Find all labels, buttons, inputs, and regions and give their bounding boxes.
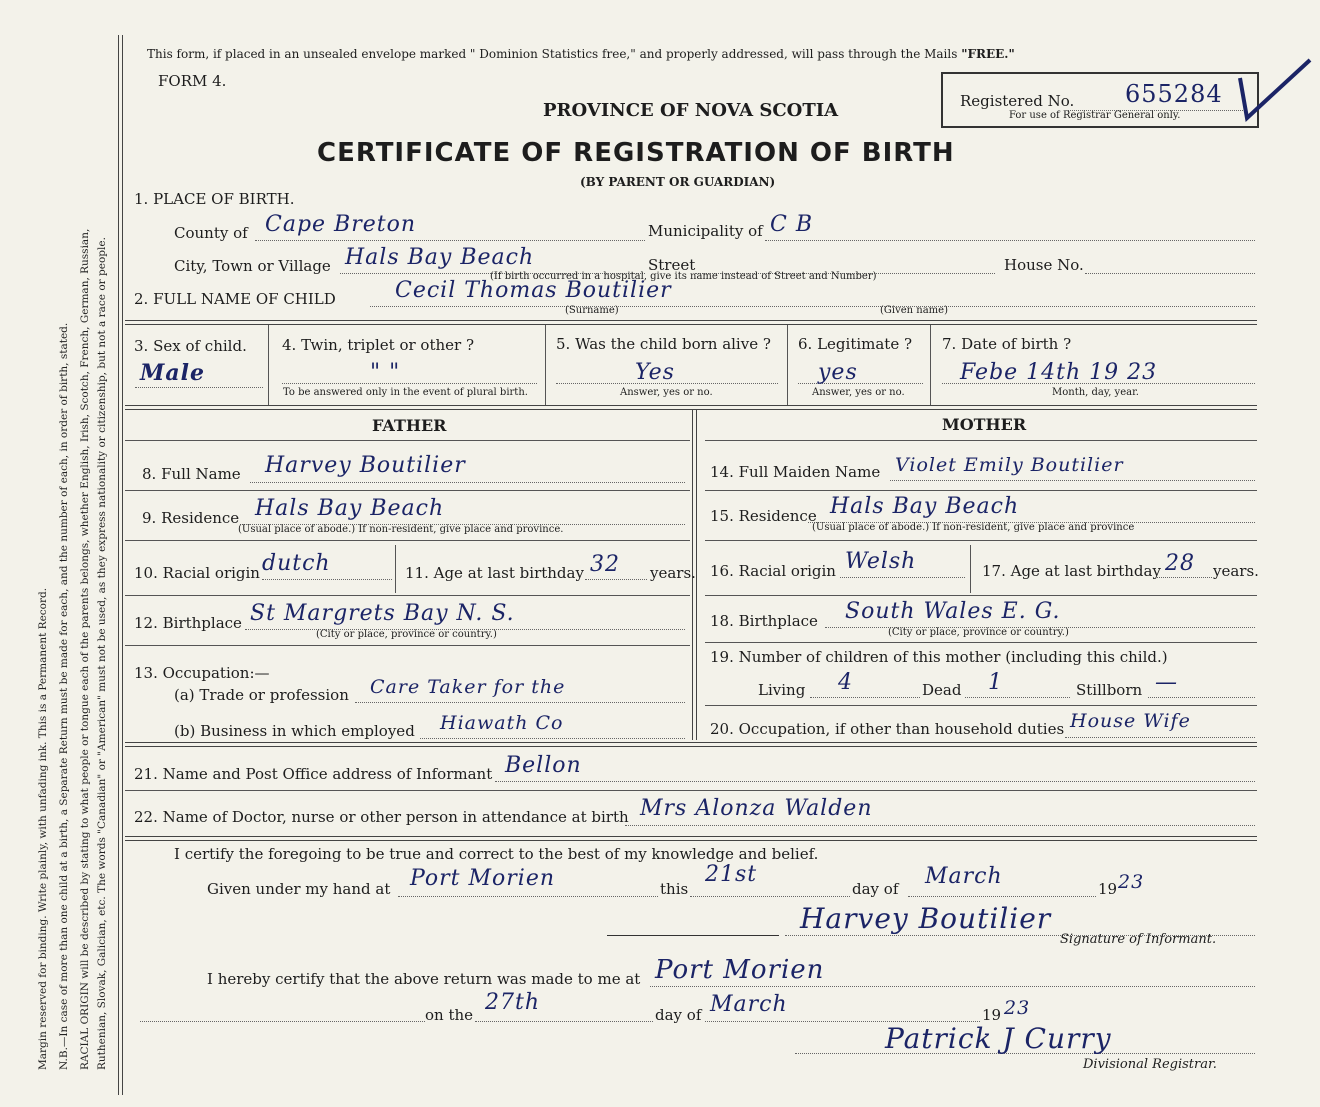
living-value: 4 bbox=[838, 670, 853, 695]
stillborn-value: — bbox=[1155, 670, 1178, 695]
legitimate-note: Answer, yes or no. bbox=[812, 387, 905, 398]
mother-abode-note: (Usual place of abode.) If non-resident, give place and province bbox=[812, 522, 1135, 533]
registered-label: Registered No. bbox=[960, 92, 1075, 110]
alive-value: Yes bbox=[635, 360, 675, 385]
father-years: years. bbox=[650, 564, 696, 582]
mail-free: "FREE." bbox=[961, 47, 1015, 61]
given-label: Given under my hand at bbox=[207, 880, 391, 898]
registrar-place: Port Morien bbox=[655, 955, 825, 985]
registrar-day: 27th bbox=[485, 990, 541, 1015]
twin-note: To be answered only in the event of plural birth. bbox=[283, 387, 528, 398]
informant-value: Bellon bbox=[505, 753, 582, 778]
registrar-use-note: For use of Registrar General only. bbox=[1009, 110, 1181, 121]
given-day: 21st bbox=[705, 862, 758, 887]
father-name-value: Harvey Boutilier bbox=[265, 453, 466, 478]
registered-box bbox=[941, 72, 1259, 128]
father-racial-label: 10. Racial origin bbox=[134, 564, 260, 582]
mother-heading: MOTHER bbox=[942, 415, 1027, 434]
county-value: Cape Breton bbox=[265, 212, 417, 237]
mother-birthplace-note: (City or place, province or country.) bbox=[888, 627, 1069, 638]
margin-racial-note-1: RACIAL ORIGIN will be described by stating to what people or tongue each of the parents belongs, whether English, Irish, Scotch, French, German, Russian, bbox=[79, 228, 91, 1070]
mail-notice: This form, if placed in an unsealed envelope marked " Dominion Statistics free," and properly addressed, will pass through the Mails "FREE." bbox=[147, 47, 1015, 61]
registrar-year-prefix: 19 bbox=[982, 1006, 1002, 1024]
twin-value: " " bbox=[370, 360, 401, 385]
given-month: March bbox=[925, 864, 1003, 889]
registrar-month: March bbox=[710, 992, 788, 1017]
mother-residence-label: 15. Residence bbox=[710, 507, 817, 525]
mother-age-value: 28 bbox=[1165, 551, 1195, 576]
father-trade-value: Care Taker for the bbox=[370, 676, 566, 698]
checkmark-icon bbox=[1235, 58, 1315, 128]
mother-racial-value: Welsh bbox=[845, 549, 917, 574]
registrar-statement: I hereby certify that the above return was made to me at bbox=[207, 970, 641, 988]
mother-occupation-value: House Wife bbox=[1070, 710, 1191, 732]
registrar-signature-caption: Divisional Registrar. bbox=[1083, 1057, 1217, 1072]
dob-label: 7. Date of birth ? bbox=[942, 335, 1072, 353]
alive-note: Answer, yes or no. bbox=[620, 387, 713, 398]
father-residence-value: Hals Bay Beach bbox=[255, 496, 445, 521]
stillborn-label: Stillborn bbox=[1076, 681, 1143, 699]
father-occupation-heading: 13. Occupation:— bbox=[134, 664, 270, 682]
mother-birthplace-label: 18. Birthplace bbox=[710, 612, 818, 630]
mother-age-label: 17. Age at last birthday bbox=[982, 562, 1161, 580]
informant-signature-caption: Signature of Informant. bbox=[1060, 932, 1217, 947]
father-racial-value: dutch bbox=[262, 551, 331, 576]
living-label: Living bbox=[758, 681, 806, 699]
mother-residence-value: Hals Bay Beach bbox=[830, 494, 1020, 519]
registrar-signature: Patrick J Curry bbox=[885, 1022, 1112, 1055]
municipality-label: Municipality of bbox=[648, 222, 763, 240]
legitimate-value: yes bbox=[818, 360, 858, 385]
doctor-value: Mrs Alonza Walden bbox=[640, 796, 873, 821]
father-age-label: 11. Age at last birthday bbox=[405, 564, 584, 582]
alive-label: 5. Was the child born alive ? bbox=[556, 335, 771, 353]
hospital-note: (If birth occurred in a hospital, give its name instead of Street and Number) bbox=[490, 271, 877, 282]
registrar-day-of-label: day of bbox=[655, 1006, 702, 1024]
doctor-label: 22. Name of Doctor, nurse or other person in attendance at birth bbox=[134, 808, 629, 826]
mother-birthplace-value: South Wales E. G. bbox=[845, 599, 1061, 624]
given-this-label: this bbox=[660, 880, 689, 898]
father-birthplace-note: (City or place, province or country.) bbox=[316, 629, 497, 640]
given-place: Port Morien bbox=[410, 866, 556, 891]
given-year: 23 bbox=[1118, 871, 1145, 893]
father-business-value: Hiawath Co bbox=[440, 712, 564, 734]
street-label: Street bbox=[648, 256, 696, 274]
dead-value: 1 bbox=[988, 670, 1003, 695]
informant-signature: Harvey Boutilier bbox=[800, 902, 1052, 935]
margin-nb-note: N.B.—In case of more than one child at a birth, a Separate Return must be made for each, and the number of each, in order of birth, stated. bbox=[58, 322, 70, 1070]
certificate-subtitle: (BY PARENT OR GUARDIAN) bbox=[580, 175, 776, 189]
dob-value: Febe 14th 19 23 bbox=[960, 360, 1158, 385]
given-year-prefix: 19 bbox=[1098, 880, 1118, 898]
certify-statement: I certify the foregoing to be true and correct to the best of my knowledge and belief. bbox=[174, 845, 819, 863]
father-age-value: 32 bbox=[590, 552, 620, 577]
certificate-title: CERTIFICATE OF REGISTRATION OF BIRTH bbox=[317, 138, 955, 168]
mother-occupation-label: 20. Occupation, if other than household duties bbox=[710, 720, 1065, 738]
mother-children-label: 19. Number of children of this mother (including this child.) bbox=[710, 648, 1168, 666]
mother-name-label: 14. Full Maiden Name bbox=[710, 463, 881, 481]
informant-label: 21. Name and Post Office address of Informant bbox=[134, 765, 493, 783]
province-heading: PROVINCE OF NOVA SCOTIA bbox=[543, 100, 839, 121]
mother-racial-label: 16. Racial origin bbox=[710, 562, 836, 580]
house-label: House No. bbox=[1004, 256, 1084, 274]
surname-note: (Surname) bbox=[565, 305, 619, 316]
father-birthplace-label: 12. Birthplace bbox=[134, 614, 242, 632]
margin-binding-note: Margin reserved for binding. Write plainly, with unfading ink. This is a Permanent Record. bbox=[37, 587, 49, 1070]
father-abode-note: (Usual place of abode.) If non-resident, give place and province. bbox=[238, 524, 564, 535]
given-name-note: (Given name) bbox=[880, 305, 948, 316]
legitimate-label: 6. Legitimate ? bbox=[798, 335, 913, 353]
municipality-value: C B bbox=[770, 212, 813, 237]
dob-note: Month, day, year. bbox=[1052, 387, 1139, 398]
registered-number: 655284 bbox=[1125, 80, 1223, 108]
child-name-label: 2. FULL NAME OF CHILD bbox=[134, 290, 336, 308]
father-name-label: 8. Full Name bbox=[142, 465, 241, 483]
twin-label: 4. Twin, triplet or other ? bbox=[282, 336, 474, 354]
given-day-of-label: day of bbox=[852, 880, 899, 898]
place-heading: 1. PLACE OF BIRTH. bbox=[134, 190, 295, 208]
father-heading: FATHER bbox=[372, 416, 447, 435]
form-number: FORM 4. bbox=[158, 72, 227, 90]
dead-label: Dead bbox=[922, 681, 962, 699]
sex-value: Male bbox=[140, 360, 205, 386]
father-business-label: (b) Business in which employed bbox=[174, 722, 415, 740]
mother-name-value: Violet Emily Boutilier bbox=[895, 454, 1124, 476]
child-name-value: Cecil Thomas Boutilier bbox=[395, 278, 672, 303]
registrar-on-the-label: on the bbox=[425, 1006, 474, 1024]
city-value: Hals Bay Beach bbox=[345, 245, 535, 270]
margin-racial-note-2: Ruthenian, Slovak, Galician, etc. The words "Canadian" or "American" must not be used, as they express nationality or citizenship, but not a race or people. bbox=[96, 237, 108, 1070]
registrar-year: 23 bbox=[1004, 997, 1031, 1019]
mother-years: years. bbox=[1213, 562, 1259, 580]
father-birthplace-value: St Margrets Bay N. S. bbox=[250, 601, 515, 626]
city-label: City, Town or Village bbox=[174, 257, 331, 275]
sex-label: 3. Sex of child. bbox=[134, 337, 247, 355]
father-residence-label: 9. Residence bbox=[142, 509, 240, 527]
father-trade-label: (a) Trade or profession bbox=[174, 686, 349, 704]
county-label: County of bbox=[174, 224, 248, 242]
